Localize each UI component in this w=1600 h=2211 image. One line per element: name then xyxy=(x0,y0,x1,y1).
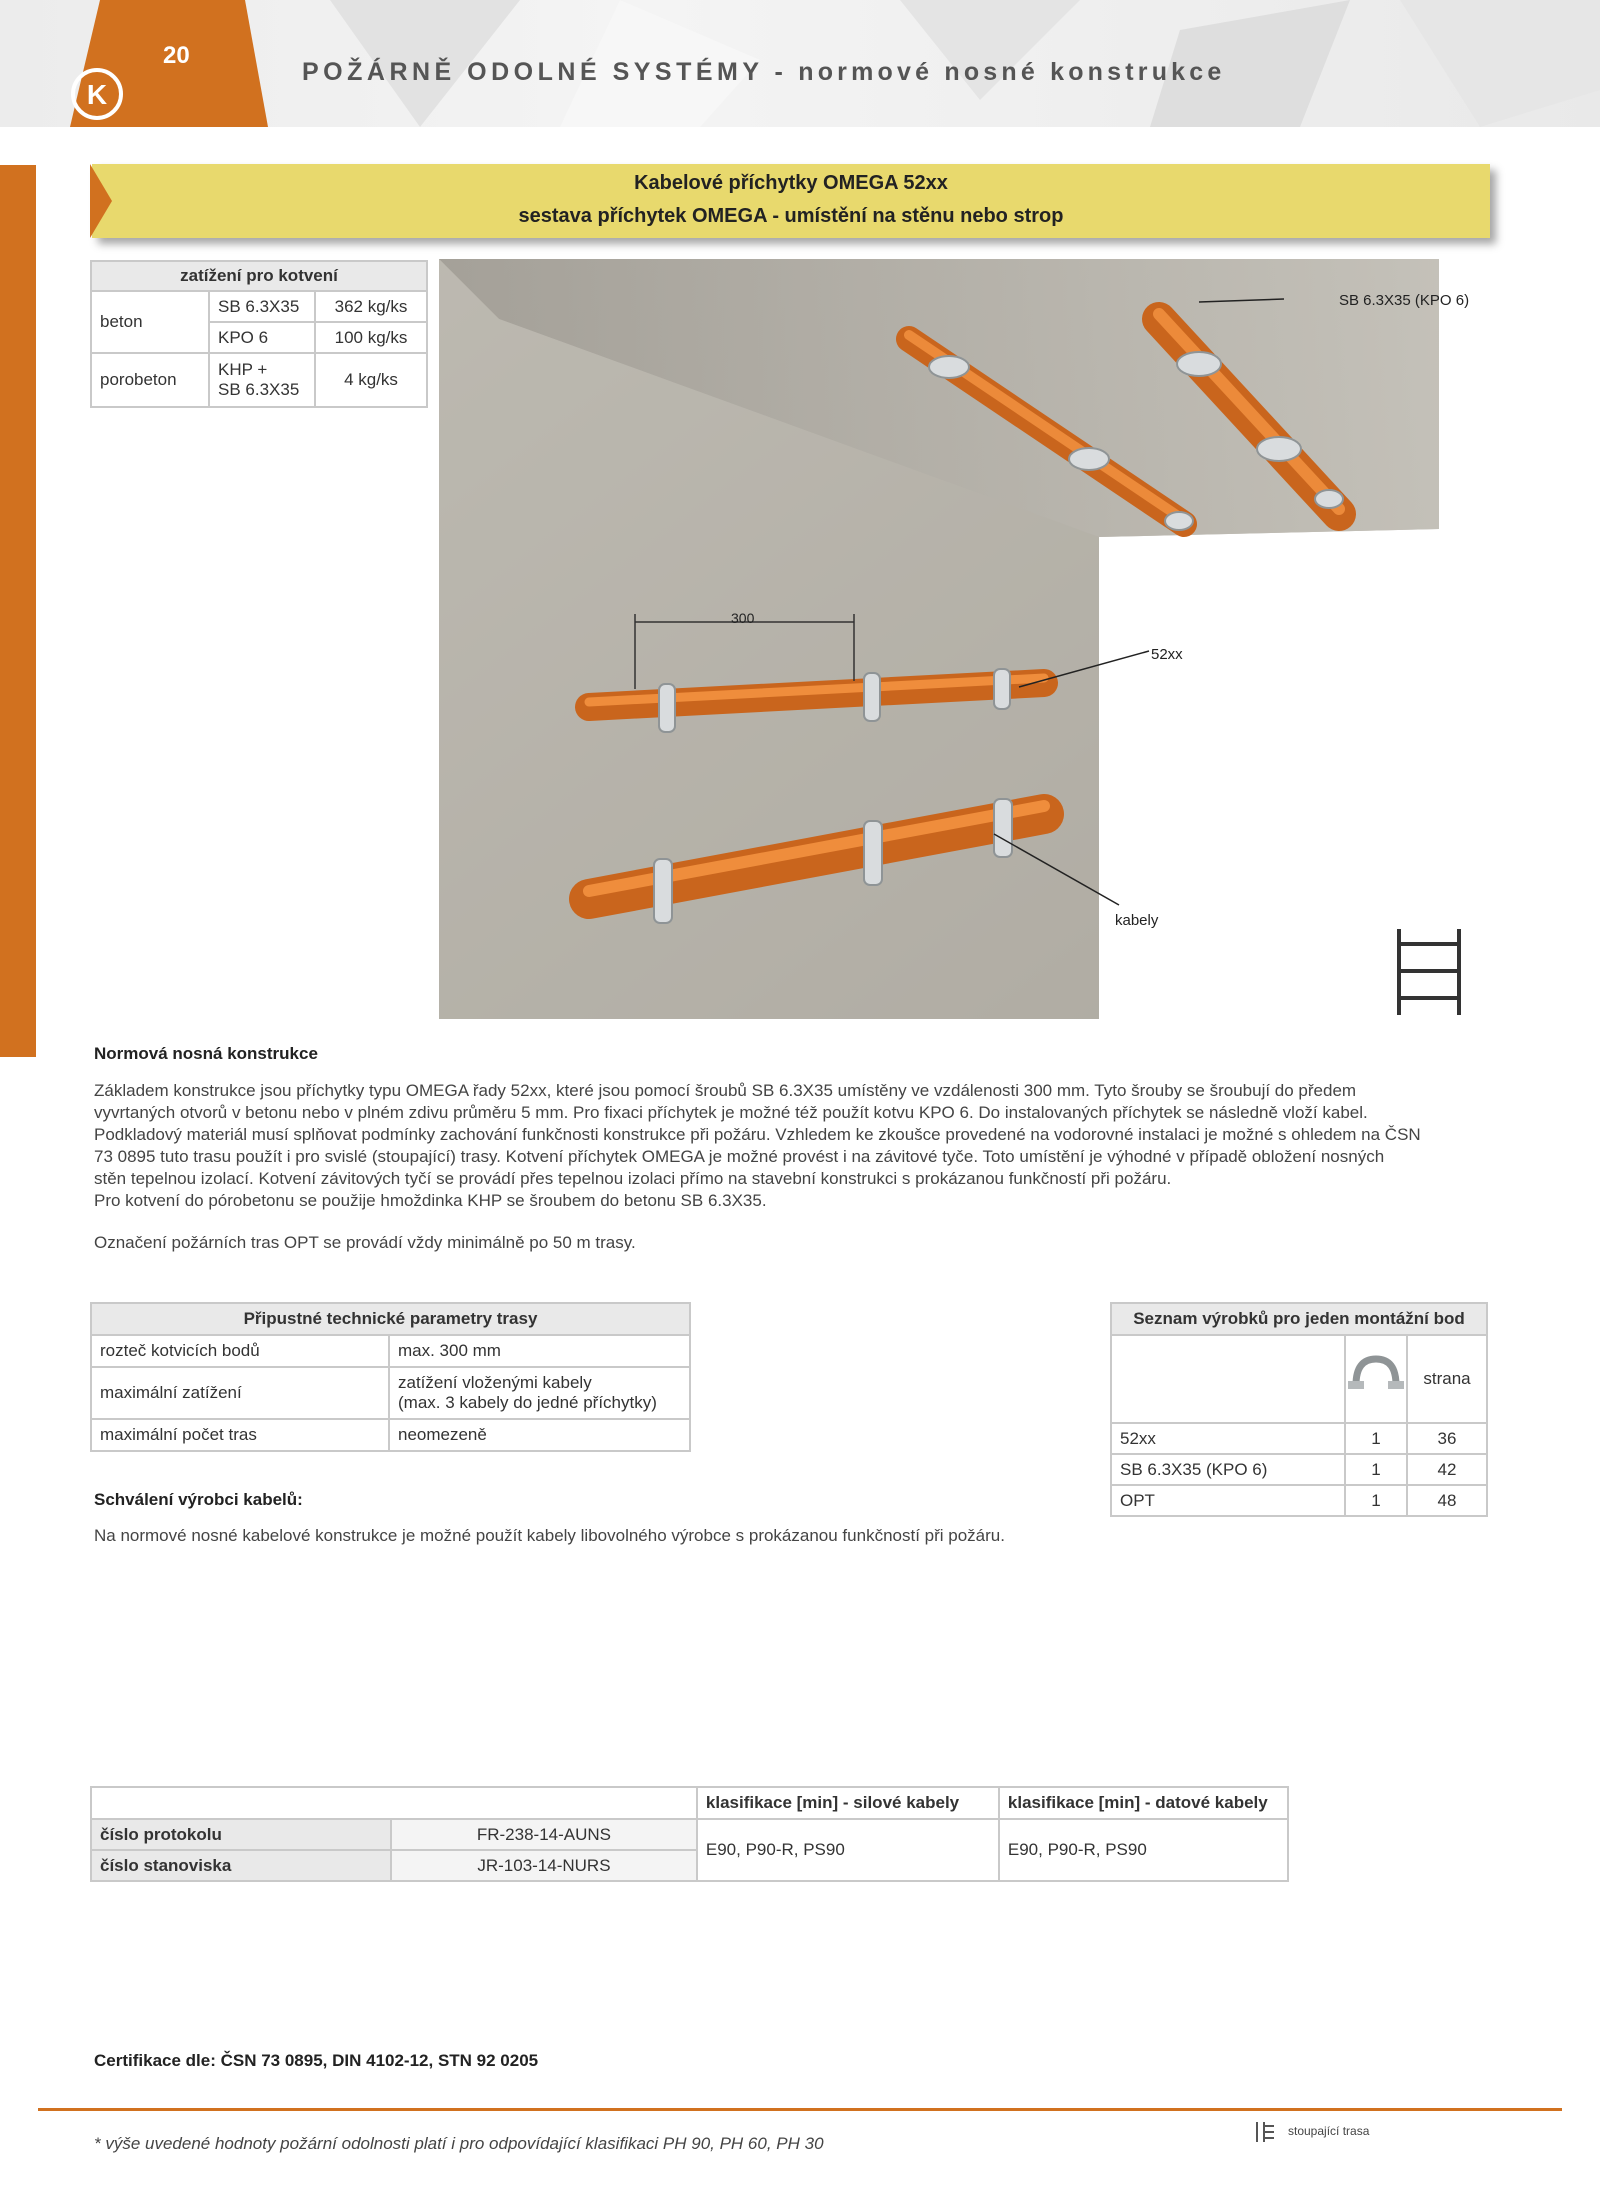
fixing-line: SB 6.3X35 xyxy=(218,380,300,399)
param-value-line: (max. 3 kabely do jedné příchytky) xyxy=(398,1393,657,1412)
banner-subtitle: sestava příchytek OMEGA - umístění na stěnu nebo strop xyxy=(518,205,1064,227)
product-page: 48 xyxy=(1407,1485,1487,1516)
spacing-label: 300 xyxy=(731,610,755,626)
fixing-line: KHP + xyxy=(218,360,268,379)
clip-label: 52xx xyxy=(1151,646,1183,663)
param-value: max. 300 mm xyxy=(389,1335,690,1367)
params-table-title: Připustné technické parametry trasy xyxy=(91,1303,690,1335)
left-accent-stripe xyxy=(0,165,36,1057)
norm-body xyxy=(94,1080,1484,1212)
param-label: maximální zatížení xyxy=(91,1367,389,1419)
footnote: * výše uvedené hodnoty požární odolnosti platí i pro odpovídající klasifikaci PH 90, PH 60, PH 30 xyxy=(94,2134,824,2153)
title-sub: - normové nosné konstrukce xyxy=(774,58,1226,86)
material-cell: porobeton xyxy=(91,353,209,407)
norm-heading: Normová nosná konstrukce xyxy=(94,1044,318,1063)
norm-line: stěn tepelnou izolací. Kotvení závitových tyčí se provádí přes tepelnou izolaci přímo na stavební konstrukci s prokázanou funkčností při požáru. xyxy=(94,1169,1172,1188)
company-logo-icon xyxy=(70,67,124,121)
norm-line: Základem konstrukce jsou příchytky typu OMEGA řady 52xx, které jsou pomocí šroubů SB 6.3X35 umístěny ve vzdálenosti 300 mm. Tyto šrouby se šroubují do předem xyxy=(94,1081,1357,1100)
product-name: 52xx xyxy=(1111,1423,1345,1454)
norm-line: Podkladový materiál musí splňovat podmínky zachování funkčnosti konstrukce při požáru. Vzhledem ke zkoušce provedené na vodorovné instalaci je možné s ohledem na ČSN xyxy=(94,1125,1421,1144)
clip-product-icon xyxy=(1345,1335,1407,1423)
products-header-blank xyxy=(1111,1335,1345,1423)
approval-body: Na normové nosné kabelové konstrukce je možné použít kabely libovolného výrobce s prokázanou funkčností při požáru. xyxy=(94,1526,1005,1545)
section-banner xyxy=(92,164,1490,238)
material-cell: beton xyxy=(91,291,209,353)
anchor-table-title: zatížení pro kotvení xyxy=(91,261,427,291)
product-name: OPT xyxy=(1111,1485,1345,1516)
footer-divider xyxy=(38,2108,1562,2111)
load-cell: 362 kg/ks xyxy=(315,291,427,322)
classification-table xyxy=(90,1786,1289,1882)
title-main: POŽÁRNĚ ODOLNÉ SYSTÉMY xyxy=(302,58,764,86)
product-page: 36 xyxy=(1407,1423,1487,1454)
product-name: SB 6.3X35 (KPO 6) xyxy=(1111,1454,1345,1485)
logo-letter: K xyxy=(86,79,108,110)
banner-arrow-icon xyxy=(90,164,114,238)
product-page: 42 xyxy=(1407,1454,1487,1485)
products-table xyxy=(1110,1302,1488,1517)
load-cell: 4 kg/ks xyxy=(315,353,427,407)
param-label: maximální počet tras xyxy=(91,1419,389,1451)
power-class-value: E90, P90-R, PS90 xyxy=(697,1819,999,1881)
data-class-value: E90, P90-R, PS90 xyxy=(999,1819,1288,1881)
opinion-label: číslo stanoviska xyxy=(91,1850,391,1881)
page-title xyxy=(302,58,1226,87)
data-class-header: klasifikace [min] - datové kabely xyxy=(999,1787,1288,1819)
opt-note: Označení požárních tras OPT se provádí vždy minimálně po 50 m trasy. xyxy=(94,1233,636,1252)
norm-line: vyvrtaných otvorů v betonu nebo v plném zdivu průměru 5 mm. Pro fixaci příchytek je možné též použít kotvu KPO 6. Do instalovaných příchytek se následně vloží kabel. xyxy=(94,1103,1368,1122)
certification-line: Certifikace dle: ČSN 73 0895, DIN 4102-12, STN 92 0205 xyxy=(94,2051,539,2070)
param-value xyxy=(389,1367,690,1419)
fixing-cell: SB 6.3X35 xyxy=(209,291,315,322)
norm-line: 73 0895 tuto trasu použít i pro svislé (stoupající) trasy. Kotvení příchytek OMEGA je možné provést i na závitové tyče. Toto umístění je výhodné v případě obložení nosných xyxy=(94,1147,1385,1166)
products-table-title: Seznam výrobků pro jeden montážní bod xyxy=(1111,1303,1487,1335)
opinion-number: JR-103-14-NURS xyxy=(391,1850,697,1881)
norm-line: Pro kotvení do pórobetonu se použije hmoždinka KHP se šroubem do betonu SB 6.3X35. xyxy=(94,1191,767,1210)
param-label: rozteč kotvicích bodů xyxy=(91,1335,389,1367)
anchor-load-table xyxy=(90,260,428,408)
footer-legend: stoupající trasa xyxy=(1288,2124,1370,2138)
cables-label: kabely xyxy=(1115,912,1159,929)
class-table-blank xyxy=(91,1787,697,1819)
approval-heading: Schválení výrobci kabelů: xyxy=(94,1490,303,1509)
installation-illustration xyxy=(439,259,1490,1019)
fixing-cell xyxy=(209,353,315,407)
protocol-number: FR-238-14-AUNS xyxy=(391,1819,697,1850)
page-number: 20 xyxy=(163,42,190,69)
product-qty: 1 xyxy=(1345,1423,1407,1454)
fixing-cell: KPO 6 xyxy=(209,322,315,353)
ceiling-fixing-label: SB 6.3X35 (KPO 6) xyxy=(1339,292,1470,309)
power-class-header: klasifikace [min] - silové kabely xyxy=(697,1787,999,1819)
page-header: strana xyxy=(1407,1335,1487,1423)
banner-title: Kabelové příchytky OMEGA 52xx xyxy=(634,172,948,194)
rising-route-icon xyxy=(1254,2120,1280,2144)
param-value-line: zatížení vloženými kabely xyxy=(398,1373,592,1392)
protocol-label: číslo protokolu xyxy=(91,1819,391,1850)
param-value: neomezeně xyxy=(389,1419,690,1451)
route-parameters-table xyxy=(90,1302,691,1452)
product-qty: 1 xyxy=(1345,1454,1407,1485)
load-cell: 100 kg/ks xyxy=(315,322,427,353)
product-qty: 1 xyxy=(1345,1485,1407,1516)
